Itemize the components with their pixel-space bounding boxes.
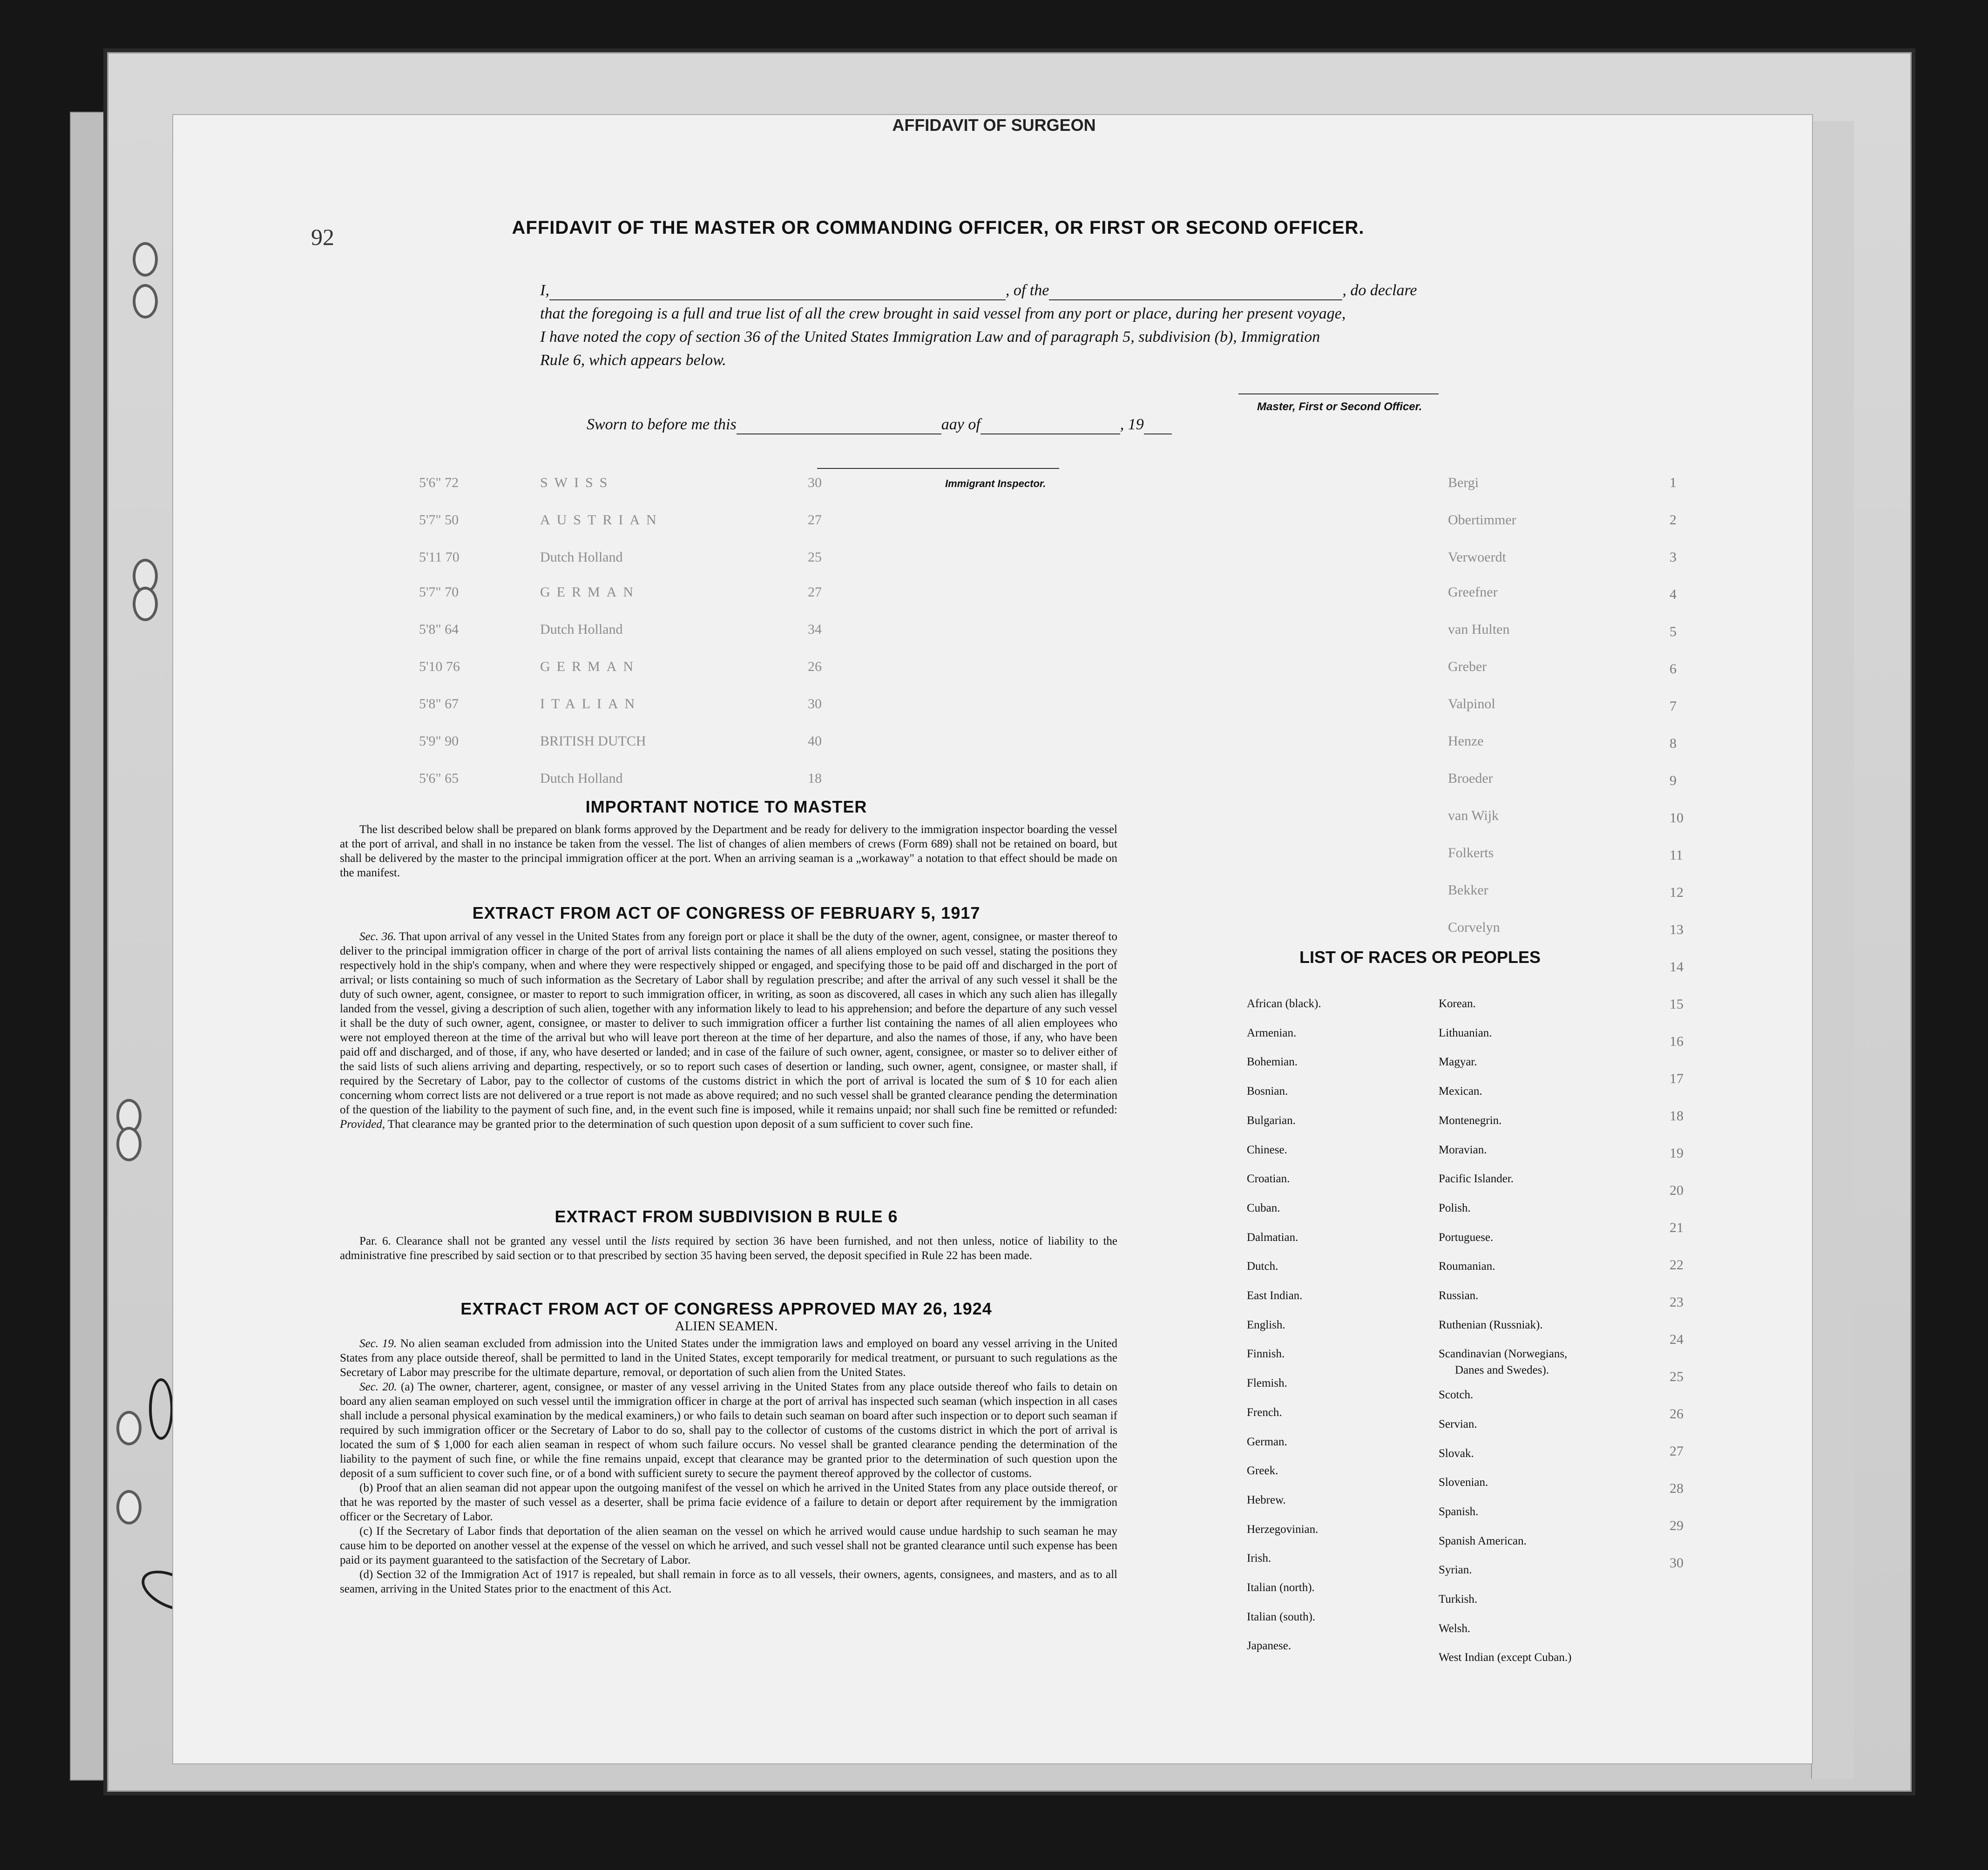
bleed-through-age: 26: [808, 659, 822, 674]
row-number: 9: [1670, 773, 1677, 788]
row-number: 6: [1670, 661, 1677, 677]
extract-1917-text: Sec. 36. That upon arrival of any vessel in the United States from any foreign port or place it shall be the duty of the owner, agent, consignee, or master thereof to deliver to the principal immigration officer in charge of the port of arrival lists containing the names of all aliens employed on such vessel, stating the positions they respectively hold in the ship's company, when and where they were respectively shipped or engaged, and specifying those to be paid off and discharged in the port of arrival; or lists containing so much of such information as the Secretary of Labor shall by regulation prescribe; and after the arrival of any such vessel it shall be the duty of such owner, agent, consignee, or master to report to such immigration officer, in writing, as soon as discovered, all cases in which any such alien has illegally landed from the vessel, giving a description of such alien, together with any information likely to lead to his apprehension; and before the departure of any such vessel it shall be the duty of such owner, agent, consignee, or master to deliver to such immigration officer a further list containing the names of all alien employees who were not employed thereon at the time of the arrival but who will leave port thereon at the time of her departure, and also the names of those, if any, who have been paid off and discharged, and of those, if any, who have deserted or landed; and in case of the failure of such owner, agent, consignee, or master so to deliver either of the said lists of such aliens arriving and departing, respectively, or so to report such cases of desertion or landing, such owner, agent, consignee, or master shall, if required by the Secretary of Labor, pay to the collector of customs of the customs district in which the port of arrival is located the sum of $ 10 for each alien concerning whom correct lists are not delivered or a true report is not made as above required; and no such vessel shall be granted clearance pending the determination of the question of the liability to the payment of such fine, and, in the event such fine is imposed, while it remains unpaid; nor shall such fine be remitted or refunded: Provided, That clearance may be granted prior to the determination of such question upon deposit of a sum sufficient to cover such fine.: [340, 930, 1117, 1131]
race-item: Flemish.: [1247, 1377, 1287, 1390]
row-number: 22: [1670, 1257, 1684, 1273]
extract-1924-subtitle: ALIEN SEAMEN.: [675, 1319, 778, 1334]
bleed-through-height: 5'9" 90: [419, 733, 459, 749]
race-item: Hebrew.: [1247, 1493, 1286, 1506]
bleed-through-name: van Hulten: [1448, 622, 1510, 637]
race-item: Welsh.: [1439, 1622, 1471, 1635]
race-item: Mexican.: [1439, 1085, 1482, 1098]
race-item: Turkish.: [1439, 1593, 1478, 1606]
bleed-through-nationality: AUSTRIAN: [540, 512, 663, 528]
race-item: Scotch.: [1439, 1389, 1474, 1402]
bleed-through-height: 5'11 70: [419, 549, 460, 565]
row-number: 4: [1670, 587, 1677, 602]
row-number: 16: [1670, 1034, 1684, 1049]
race-item: Spanish.: [1439, 1505, 1479, 1518]
subdivision-b-text: Par. 6. Clearance shall not be granted any vessel until the lists required by section 36 have been furnished, and not then unless, notice of liability to the administrative fine prescribed by said section or to that prescribed by section 35 having been served, the deposit specified in Rule 22 has been made.: [340, 1235, 1118, 1262]
bleed-through-height: 5'8" 67: [419, 696, 459, 711]
binder-hole: [133, 242, 158, 277]
bleed-through-name: Greber: [1448, 659, 1487, 674]
declaration-line-1: I, , of the , do declare: [540, 282, 1417, 300]
notice-text: The list described below shall be prepared on blank forms approved by the Department and be ready for delivery to the immigration inspector boarding the vessel at the port of arrival, and shall in no instance be taken from the vessel. The list of changes of alien members of crews (Form 689) shall not be retained on board, but shall be delivered by the master to the principal immigration officer at the port. When an arriving seaman is a „workaway" a notation to that effect should be made on the manifest.: [340, 823, 1117, 879]
race-item: African (black).: [1247, 997, 1321, 1010]
row-number: 1: [1670, 475, 1677, 490]
race-item: Roumanian.: [1439, 1260, 1495, 1273]
race-item: Bohemian.: [1247, 1056, 1298, 1069]
bleed-through-nationality: GERMAN: [540, 584, 640, 600]
bleed-through-name: Verwoerdt: [1448, 549, 1506, 565]
race-item: Portuguese.: [1439, 1231, 1494, 1244]
bleed-through-nationality: Dutch Holland: [540, 549, 623, 565]
race-item: Cuban.: [1247, 1201, 1280, 1214]
race-item: Montenegrin.: [1439, 1114, 1502, 1127]
bleed-through-height: 5'6" 72: [419, 475, 459, 490]
row-number: 25: [1670, 1369, 1684, 1384]
row-number: 20: [1670, 1183, 1684, 1198]
affidavit-title: AFFIDAVIT OF THE MASTER OR COMMANDING OFFICER, OR FIRST OR SECOND OFFICER.: [512, 217, 1365, 238]
bleed-through-nationality: Dutch Holland: [540, 771, 623, 786]
bleed-through-height: 5'7" 70: [419, 584, 459, 600]
sheet-number: 92: [311, 224, 334, 250]
bleed-through-name: Bergi: [1448, 475, 1479, 490]
master-signature-line: [1238, 393, 1439, 394]
extract-1917-title: EXTRACT FROM ACT OF CONGRESS OF FEBRUARY 5, 1917: [472, 903, 980, 922]
bleed-through-age: 18: [808, 771, 822, 786]
race-item: Korean.: [1439, 997, 1476, 1010]
binder-hole: [116, 1490, 142, 1524]
row-number: 13: [1670, 922, 1684, 937]
bleed-through-name: Henze: [1448, 733, 1484, 749]
race-item: Irish.: [1247, 1552, 1271, 1565]
race-item: Herzegovinian.: [1247, 1523, 1319, 1536]
page-edge-strip: [1811, 121, 1854, 1779]
bleed-through-age: 40: [808, 733, 822, 749]
race-item: West Indian (except Cuban.): [1439, 1651, 1572, 1664]
extract-1924-text: Sec. 19. No alien seaman excluded from admission into the United States under the immigration laws and employed on board any vessel arriving in the United States from any place outside thereof, shall be permitted to land in the United States, except temporarily for medical treatment, or pursuant to such regulations as the Secretary of Labor may prescribe for the ultimate departure, removal, or deportation of such alien from the United States. Sec. 20. (a) The owner, charterer, agent, consignee, or master of any vessel arriving in the United States from any place outside thereof who fails to detain on board any alien seaman employed on such vessel until the immigration officer in charge at the port of arrival has inspected such seaman (which inspection in all cases shall include a personal physical examination by the medical examiners,) or who fails to detain such seaman on board after such inspection or to deport such seaman if required by such immigration officer or the Secretary of Labor to do so, shall pay to the collector of customs of the customs district in which the port of arrival is located the sum of $ 1,000 for each alien seaman in respect of whom such failure occurs. No vessel shall be granted clearance pending the determination of the liability to the payment of such fine, or while the fine remains unpaid, except that clearance may be granted prior to the determination of such question upon the deposit of a sum sufficient to cover such fine, or of a bond with sufficient surety to secure the payment thereof approved by the collector of customs. (b) Proof that an alien seaman did not appear upon the outgoing manifest of the vessel on which he arrived in the United States from any place outside thereof, or that he was reported by the master of such vessel as a deserter, shall be prima facie evidence of a failure to detain or deport after requirement by the immigration officer or the Secretary of Labor. (c) If the Secretary of Labor finds that deportation of the alien seaman on the vessel on which he arrived would cause undue hardship to such seaman he may cause him to be deported on another vessel at the expense of the vessel on which he arrived, and such vessel shall not be granted clearance until such expense has been paid or its payment guaranteed to the satisfaction of the Secretary of Labor. (d) Section 32 of the Immigration Act of 1917 is repealed, but shall remain in force as to all vessels, their owners, agents, consignees, and masters, and as to all seamen, arriving in the United States prior to the enactment of this Act.: [340, 1337, 1117, 1595]
bleed-through-age: 34: [808, 622, 822, 637]
row-number: 18: [1670, 1108, 1684, 1124]
row-number: 3: [1670, 549, 1677, 565]
race-item: Croatian.: [1247, 1172, 1290, 1186]
row-number: 14: [1670, 959, 1684, 975]
row-number: 24: [1670, 1332, 1684, 1347]
row-number: 21: [1670, 1220, 1684, 1235]
bleed-through-nationality: GERMAN: [540, 659, 640, 674]
bleed-through-height: 5'7" 50: [419, 512, 459, 528]
row-number: 12: [1670, 885, 1684, 900]
row-number: 15: [1670, 996, 1684, 1012]
bleed-through-height: 5'8" 64: [419, 622, 459, 637]
bleed-through-name: Folkerts: [1448, 845, 1494, 860]
binder-hole: [133, 284, 158, 318]
race-item: French.: [1247, 1406, 1282, 1419]
subdivision-b-title: EXTRACT FROM SUBDIVISION B RULE 6: [554, 1207, 898, 1226]
race-item: Scandinavian (Norwegians,: [1439, 1348, 1568, 1361]
race-item: Armenian.: [1247, 1026, 1297, 1039]
bleed-through-name: Bekker: [1448, 882, 1488, 898]
race-item: East Indian.: [1247, 1289, 1303, 1302]
bleed-through-age: 30: [808, 696, 822, 711]
race-item: Chinese.: [1247, 1143, 1287, 1156]
race-item: Greek.: [1247, 1464, 1278, 1477]
row-number: 17: [1670, 1071, 1684, 1086]
race-item: Bosnian.: [1247, 1085, 1288, 1098]
page-title: AFFIDAVIT OF SURGEON: [892, 115, 1096, 135]
row-number: 30: [1670, 1555, 1684, 1571]
race-item: Finnish.: [1247, 1348, 1285, 1361]
row-number: 11: [1670, 847, 1683, 863]
race-item: German.: [1247, 1435, 1287, 1448]
race-item: Pacific Islander.: [1439, 1172, 1514, 1186]
declaration-line-3: I have noted the copy of section 36 of the United States Immigration Law and of paragraph 5, subdivision (b), Immigration: [540, 328, 1320, 346]
bleed-through-name: Obertimmer: [1448, 512, 1516, 528]
race-item: Lithuanian.: [1439, 1026, 1492, 1039]
bleed-through-name: van Wijk: [1448, 808, 1499, 823]
race-item: Danes and Swedes).: [1455, 1363, 1549, 1376]
race-item: Servian.: [1439, 1417, 1477, 1430]
race-item: Dutch.: [1247, 1260, 1278, 1273]
race-item: Italian (north).: [1247, 1581, 1315, 1594]
race-item: Magyar.: [1439, 1056, 1477, 1069]
bleed-through-age: 25: [808, 549, 822, 565]
race-item: English.: [1247, 1318, 1285, 1331]
bleed-through-height: 5'6" 65: [419, 771, 459, 786]
bleed-through-age: 27: [808, 584, 822, 600]
row-number: 29: [1670, 1518, 1684, 1533]
race-item: Russian.: [1439, 1289, 1479, 1302]
races-title: LIST OF RACES OR PEOPLES: [1299, 948, 1541, 967]
notice-title: IMPORTANT NOTICE TO MASTER: [585, 797, 867, 816]
section-label: Sec. 36.: [359, 930, 396, 943]
binder-hole: [133, 587, 158, 621]
declaration-line-2: that the foregoing is a full and true list of all the crew brought in said vessel from any port or place, during her present voyage,: [540, 305, 1346, 322]
handwritten-mark: [149, 1378, 173, 1440]
bleed-through-nationality: BRITISH DUTCH: [540, 733, 646, 749]
race-item: Japanese.: [1247, 1640, 1292, 1653]
race-item: Spanish American.: [1439, 1534, 1527, 1547]
race-item: Italian (south).: [1247, 1610, 1316, 1623]
row-number: 8: [1670, 736, 1677, 751]
bleed-through-nationality: ITALIAN: [540, 696, 642, 711]
race-item: Slovenian.: [1439, 1476, 1488, 1489]
bleed-through-age: 27: [808, 512, 822, 528]
bleed-through-name: Broeder: [1448, 771, 1493, 786]
row-number: 7: [1670, 698, 1677, 714]
row-number: 26: [1670, 1406, 1684, 1422]
bleed-through-name: Greefner: [1448, 584, 1498, 600]
row-number: 28: [1670, 1481, 1684, 1496]
extract-1924-title: EXTRACT FROM ACT OF CONGRESS APPROVED MAY 26, 1924: [460, 1299, 992, 1318]
row-number: 27: [1670, 1443, 1684, 1459]
race-item: Ruthenian (Russniak).: [1439, 1318, 1543, 1331]
row-number: 5: [1670, 624, 1677, 639]
declaration-line-4: Rule 6, which appears below.: [540, 352, 726, 369]
row-number: 10: [1670, 810, 1684, 826]
bleed-through-age: 30: [808, 475, 822, 490]
race-item: Bulgarian.: [1247, 1114, 1296, 1127]
race-item: Dalmatian.: [1247, 1231, 1298, 1244]
binder-hole: [116, 1127, 142, 1161]
bleed-through-nationality: SWISS: [540, 475, 614, 490]
bleed-through-name: Valpinol: [1448, 696, 1495, 711]
inspector-signature-line: [817, 468, 1059, 469]
race-item: Slovak.: [1439, 1447, 1474, 1460]
bleed-through-height: 5'10 76: [419, 659, 460, 674]
inspector-signature-label: Immigrant Inspector.: [945, 478, 1046, 489]
race-item: Polish.: [1439, 1201, 1471, 1214]
binder-hole: [116, 1411, 142, 1445]
bleed-through-name: Corvelyn: [1448, 920, 1500, 935]
row-number: 23: [1670, 1294, 1684, 1310]
row-number: 19: [1670, 1145, 1684, 1161]
sworn-line: Sworn to before me this aay of , 19: [587, 416, 1172, 434]
race-item: Moravian.: [1439, 1143, 1487, 1156]
row-number: 2: [1670, 512, 1677, 528]
race-item: Syrian.: [1439, 1564, 1472, 1577]
bleed-through-nationality: Dutch Holland: [540, 622, 623, 637]
master-signature-label: Master, First or Second Officer.: [1257, 400, 1422, 413]
